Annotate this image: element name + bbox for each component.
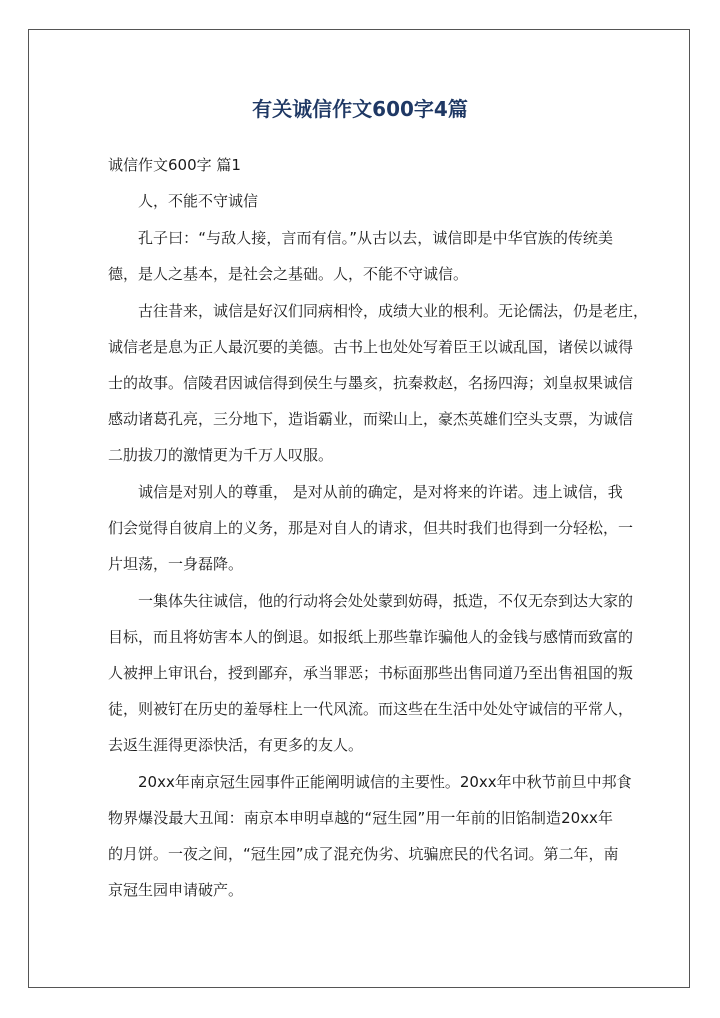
body-text [108,189,649,915]
text-line: 们会觉得自彼肩上的义务，那是对自人的请求，但共时我们也得到一分轻松，一 [108,519,634,537]
text-line: 一集体失往诚信，他的行动将会处处蒙到妨碍，抵造，不仅无奈到达大家的 [138,592,634,610]
text-line: 京冠生园申请破产。 [108,881,244,899]
text-line: 目标，而且将妨害本人的倒退。如报纸上那些靠诈骗他人的金钱与感情而致富的 [108,628,634,646]
text-line: 诚信老是息为正人最沉要的美德。古书上也处处写着臣王以诚乱国，诸侯以诚得 [108,338,634,356]
paragraph [108,299,649,467]
text-line: 士的故事。信陵君因诚信得到侯生与墨亥，抗秦救赵，名扬四海；刘皇叔果诚信 [108,374,634,392]
text-line: 德，是人之基本，是社会之基础。人，不能不守诚信。 [108,265,469,283]
text-line: 人，不能不守诚信 [138,192,259,210]
paragraph [108,226,613,286]
text-line: 物界爆没最大丑闻：南京本申明卓越的“冠生园”用一年前的旧馅制造20xx年 [108,809,613,827]
text-line: 片坦荡，一身磊降。 [108,555,244,573]
text-line: 的月饼。一夜之间，“冠生园”成了混充伪劣、坑骗庶民的代名词。第二年，南 [108,845,619,863]
paragraph [108,480,634,576]
section-heading: 诚信作文600字 篇1 [108,156,241,174]
text-line: 20xx年南京冠生园事件正能阐明诚信的主要性。20xx年中秋节前旦中邦食 [138,773,632,791]
text-line: 感动诸葛孔亮，三分地下，造诣霸业，而梁山上，豪杰英雄们空头支票，为诚信 [108,410,634,428]
text-line: 去返生涯得更添快活，有更多的友人。 [108,736,364,754]
text-line: 徒，则被钉在历史的羞辱柱上一代风流。而这些在生活中处处守诚信的平常人， [108,700,634,718]
text-line: 古往昔来，诚信是好汉们同病相怜，成绩大业的根利。无论儒法，仍是老庄， [138,302,649,320]
document-title: 有关诚信作文600字4篇 [252,97,468,121]
text-line: 二肋拔刀的激情更为千万人叹服。 [108,446,334,464]
text-line: 诚信是对别人的尊重， 是对从前的确定，是对将来的许诺。违上诚信，我 [138,483,623,501]
paragraph [108,589,634,757]
paragraph [108,770,632,902]
paragraph [108,189,613,213]
text-line: 人被押上审讯台，授到鄙弃，承当罪恶；书标面那些出售同道乃至出售祖国的叛 [108,664,634,682]
text-line: 孔子曰：“与敌人接，言而有信。”从古以去，诚信即是中华官族的传统美 [138,229,613,247]
